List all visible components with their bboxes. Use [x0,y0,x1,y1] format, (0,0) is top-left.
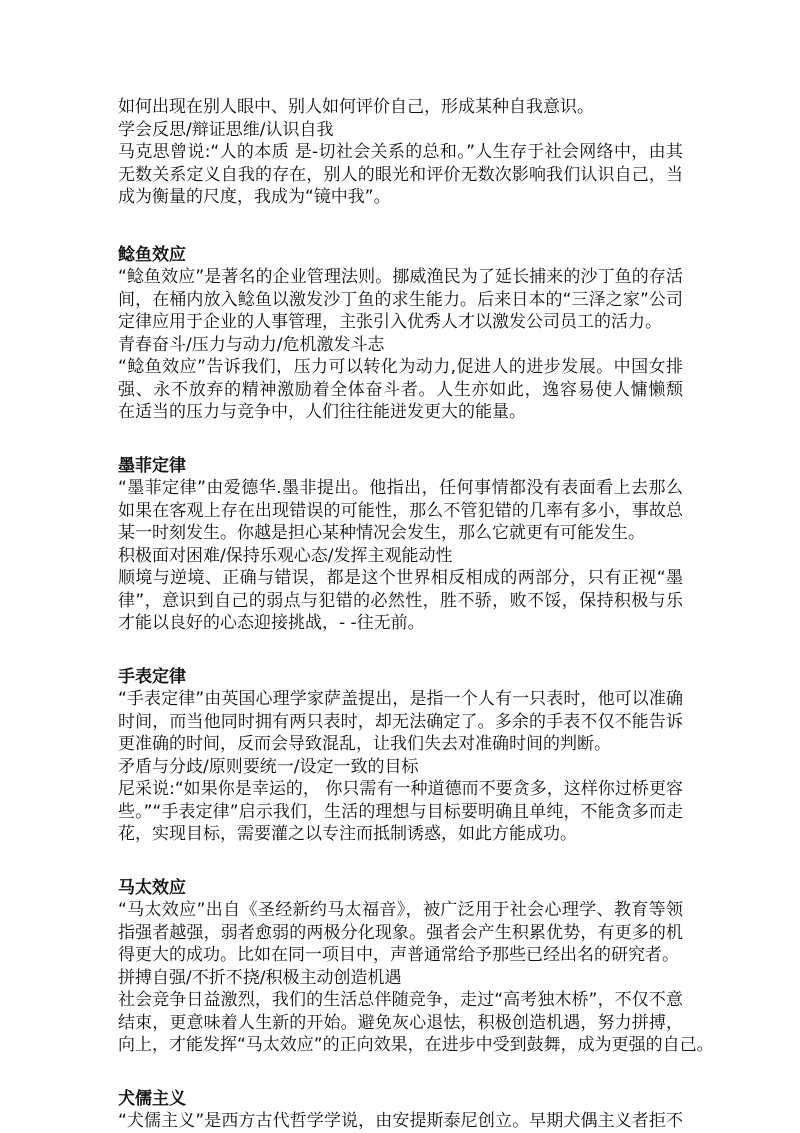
text-line: 矛盾与分歧/原则要统一/设定一致的目标 [118,756,419,777]
text-line: 指强者越强，弱者愈弱的两极分化现象。强者会产生积累优势，有更多的机 [118,922,683,943]
text-line: 结束，更意味着人生新的开始。避免灰心退怯，积极创造机遇，努力拼搏， [118,1012,683,1033]
paragraph [118,477,683,545]
paragraph [118,96,683,119]
text-line: 学会反思/辩证思维/认识自我 [118,119,334,140]
text-line: 如果在客观上存在出现错误的可能性，那么不管犯错的几率有多小，事故总 [118,500,683,521]
text-line: 间，在桶内放入鲶鱼以激发沙丁鱼的求生能力。后来日本的“三泽之家”公司 [118,289,683,310]
text-line: 在适当的压力与竞争中，人们往往能迸发更大的能量。 [118,402,526,422]
section [118,846,714,1057]
text-line: 积极面对困难/保持乐观心态/发挥主观能动性 [118,545,453,566]
section-heading: 马太效应 [118,877,186,898]
blank-line [118,635,683,658]
text-line: 马克思曾说:“人的本质 是-切社会关系的总和。”人生存于社会网络中，由其 [118,142,683,162]
paragraph [118,778,683,846]
section [118,635,683,846]
paragraph [118,567,683,635]
text-line: 得更大的成功。比如在同一项目中，声普通常给予那些已经出名的研究者。 [118,945,679,965]
paragraph [118,266,683,334]
text-line: 律”，意识到自己的弱点与犯错的必然性，胜不骄，败不馁，保持积极与乐 [118,590,683,611]
section-heading: 犬儒主义 [118,1088,186,1109]
section [118,424,683,635]
text-line: 些。”“手表定律”启示我们，生活的理想与目标要明确且单纯，不能贪多而走 [118,801,683,822]
blank-line [118,424,683,447]
text-line: “墨菲定律”由爱德华.墨非提出。他指出，任何事情都没有表面看上去那么 [118,478,683,498]
text-line: 定律应用于企业的人事管理，主张引入优秀人才以激发公司员工的活力。 [118,312,662,332]
text-line: 更准确的时间，反而会导致混乱，让我们失去对准确时间的判断。 [118,734,611,754]
text-line: 无数关系定义自我的存在，别人的眼光和评价无数次影响我们认识自己，当 [118,164,683,185]
text-line: 强、永不放弃的精神激励着全体奋斗者。人生亦如此，逸容易使人慵懒颓 [118,379,683,400]
text-line: “鲶鱼效应”告诉我们，压力可以转化为动力,促进人的进步发展。中国女排 [118,357,683,377]
text-line: 如何出现在别人眼中、别人如何评价自己，形成某种自我意识。 [118,97,594,117]
section [118,1057,683,1133]
text-line: 青春奋斗/压力与动力/危机激发斗志 [118,334,385,355]
section-heading: 鲶鱼效应 [118,244,186,265]
paragraph [118,1110,683,1133]
section-heading: 手表定律 [118,666,186,687]
text-line: “鲶鱼效应”是著名的企业管理法则。挪威渔民为了延长捕来的沙丁鱼的存活 [118,267,683,287]
text-line: 尼采说:“如果你是幸运的， 你只需有一种道德而不要贪多，这样你过桥更容 [118,779,683,799]
text-line: “马太效应”出自《圣经新约马太福音》，被广泛用于社会心理学、教育等领 [118,900,683,920]
blank-line [118,213,683,236]
paragraph [118,967,683,990]
paragraph [118,334,683,357]
paragraph [118,899,683,967]
paragraph [118,141,683,209]
section [118,96,683,209]
paragraph [118,989,714,1057]
paragraph [118,688,683,756]
paragraph [118,356,683,424]
text-line: “手表定律”由英国心理学家萨盖提出，是指一个人有一只表时，他可以准确 [118,689,683,709]
text-line: 成为衡量的尺度，我成为“镜中我”。 [118,187,391,207]
text-line: 向上，才能发挥“马太效应”的正向效果，在进步中受到鼓舞，成为更强的自己。 [118,1035,714,1055]
text-line: 时间，而当他同时拥有两只表时，却无法确定了。多余的手表不仅不能告诉 [118,711,683,732]
text-line: 拼搏自强/不折不挠/积极主动创造机遇 [118,967,402,988]
text-line: 顺境与逆境、正确与错误，都是这个世界相反相成的两部分，只有正视“墨 [118,568,683,588]
blank-line [118,846,683,869]
paragraph [118,545,683,568]
text-line: 某一时刻发生。你越是担心某种情况会发生，那么它就更有可能发生。 [118,523,645,543]
section-heading: 墨菲定律 [118,455,186,476]
text-line: 社会竞争日益激烈，我们的生活总伴随竞争，走过“高考独木桥”，不仅不意 [118,990,683,1010]
document-page [118,96,714,1133]
text-line: “犬儒主义”是西方古代哲学学说，由安提斯泰尼创立。早期犬偶主义者拒不 [118,1111,683,1131]
text-line: 花，实现目标，需要灌之以专注而抵制诱惑，如此方能成功。 [118,824,577,844]
section [118,213,683,424]
paragraph [118,756,683,779]
paragraph [118,119,683,142]
text-line: 才能以良好的心态迎接挑战，- -往无前。 [118,613,425,633]
blank-line [118,1057,683,1080]
